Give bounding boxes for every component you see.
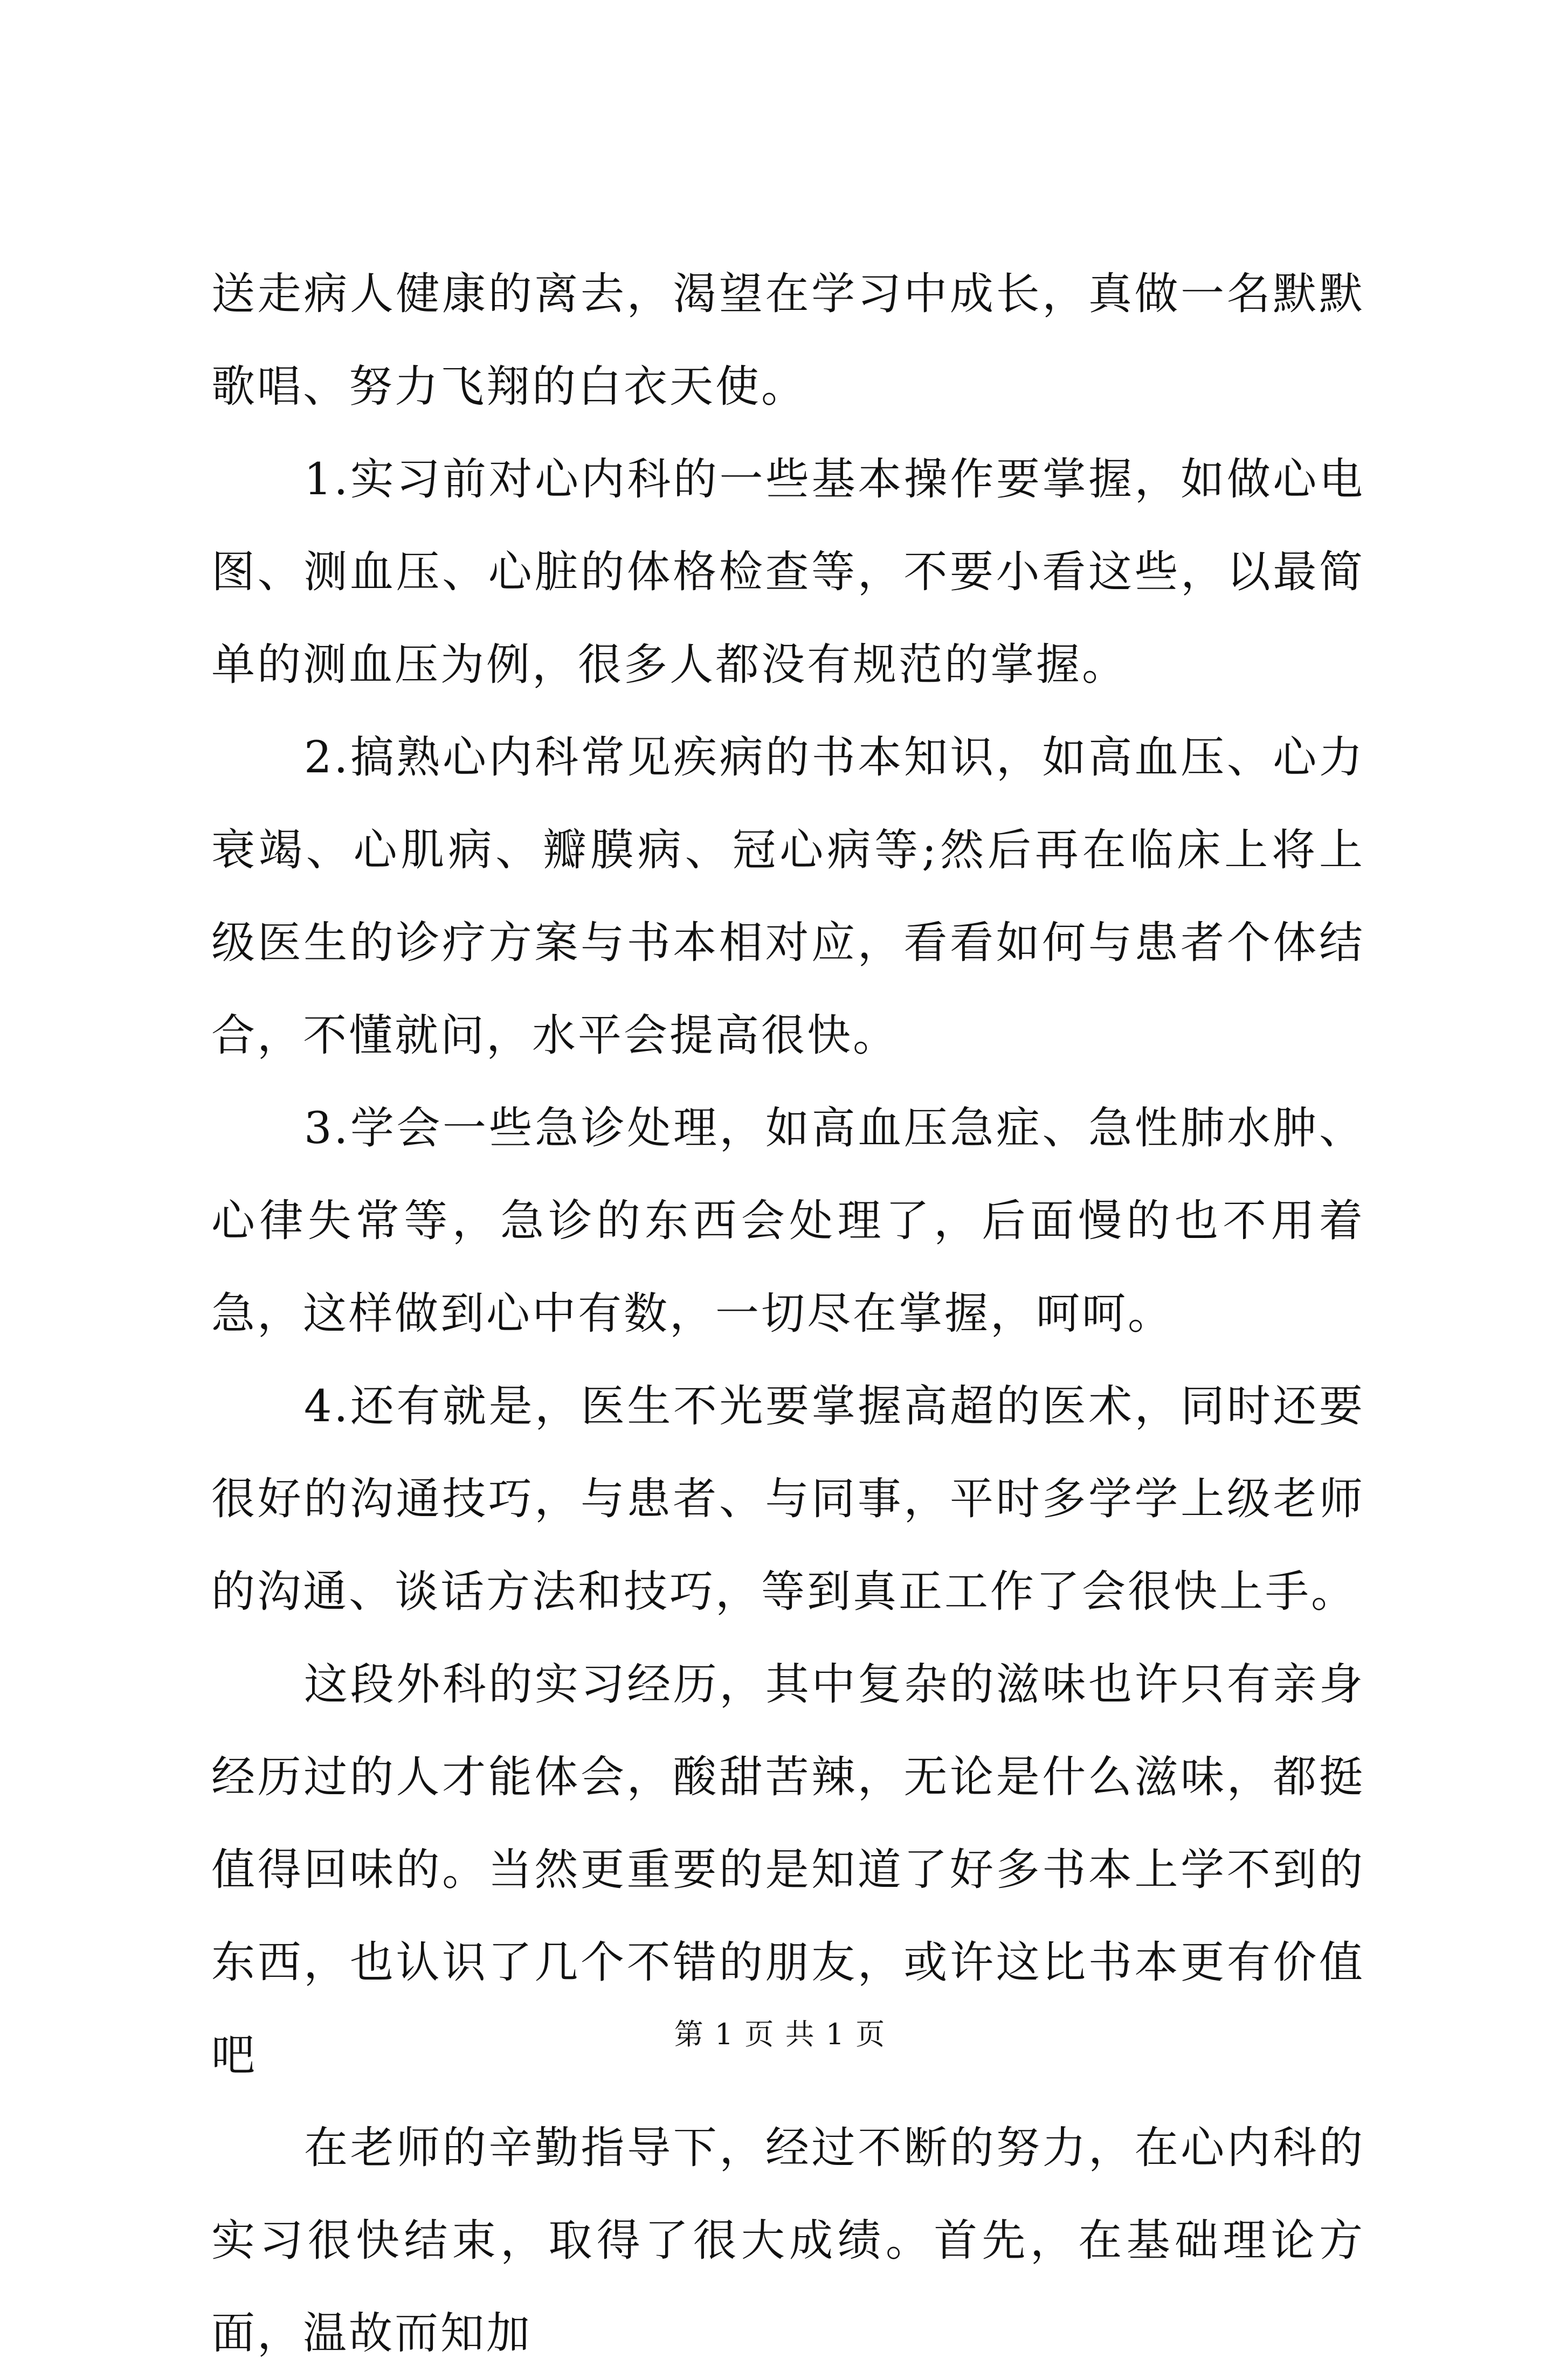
paragraph-surgery-experience: 这段外科的实习经历，其中复杂的滋味也许只有亲身经历过的人才能体会，酸甜苦辣，无论是什么滋味，都挺值得回味的。当然更重要的是知道了好多书本上学不到的东西，也认识了几个不错的朋友，或许这比书本更有价值吧 <box>211 1659 1365 2081</box>
paragraph-item-4: 4.还有就是，医生不光要掌握高超的医术，同时还要很好的沟通技巧，与患者、与同事，平时多学学上级老师的沟通、谈话方法和技巧，等到真正工作了会很快上手。 <box>211 1381 1365 1617</box>
page-footer: 第 1 页 共 1 页 <box>674 2017 886 2051</box>
paragraph-item-3: 3.学会一些急诊处理，如高血压急症、急性肺水肿、心律失常等，急诊的东西会处理了，后面慢的也不用着急，这样做到心中有数，一切尽在掌握，呵呵。 <box>211 1103 1365 1339</box>
document-body <box>211 248 1365 2380</box>
paragraph-item-1: 1.实习前对心内科的一些基本操作要掌握，如做心电图、测血压、心脏的体格检查等，不要小看这些，以最简单的测血压为例，很多人都没有规范的掌握。 <box>211 454 1365 690</box>
paragraph-continuation: 送走病人健康的离去，渴望在学习中成长，真做一名默默歌唱、努力飞翔的白衣天使。 <box>211 269 1365 412</box>
paragraph-cardiology-summary: 在老师的辛勤指导下，经过不断的努力，在心内科的实习很快结束，取得了很大成绩。首先，在基础理论方面，温故而知加 <box>211 2123 1365 2359</box>
paragraph-item-2: 2.搞熟心内科常见疾病的书本知识，如高血压、心力衰竭、心肌病、瓣膜病、冠心病等;然后再在临床上将上级医生的诊疗方案与书本相对应，看看如何与患者个体结合，不懂就问，水平会提高很快。 <box>211 732 1365 1061</box>
